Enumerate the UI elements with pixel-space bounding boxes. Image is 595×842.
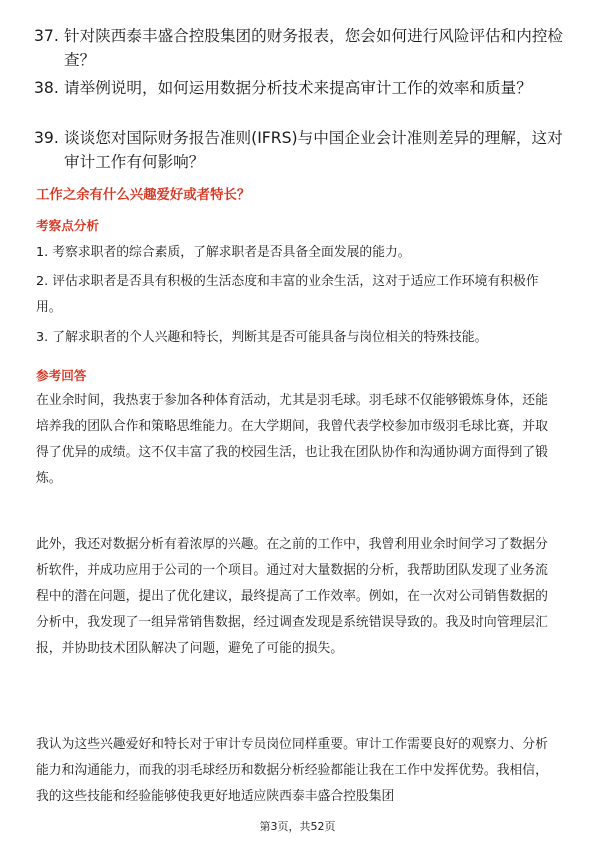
answer-paragraph: 此外，我还对数据分析有着浓厚的兴趣。在之前的工作中，我曾利用业余时间学习了数据分析软件，并成功应用于公司的一个项目。通过对大量数据的分析，我帮助团队发现了业务流程中的潜在问题，提出了优化建议，最终提高了工作效率。例如，在一次对公司销售数据的分析中，我发现了一组异常销售数据，经过调查发现是系统错误导致的。我及时向管理层汇报，并协助技术团队解决了问题，避免了可能的损失。	[36, 537, 548, 656]
answer-title: 参考回答	[36, 368, 87, 383]
section-title: 工作之余有什么兴趣爱好或者特长？	[36, 188, 251, 203]
question-number: 37.	[34, 27, 59, 45]
question-text: 谈谈您对国际财务报告准则(IFRS)与中国企业会计准则差异的理解，这对审计工作有何影响？	[64, 129, 563, 171]
question-37	[34, 24, 564, 72]
question-39	[34, 126, 564, 174]
analysis-item: 2. 评估求职者是否具有积极的生活态度和丰富的业余生活，这对于适应工作环境有积极作用。	[36, 274, 539, 315]
answer-paragraph: 在业余时间，我热衷于参加各种体育活动，尤其是羽毛球。羽毛球不仅能够锻炼身体，还能培养我的团队合作和策略思维能力。在大学期间，我曾代表学校参加市级羽毛球比赛，并取得了优异的成绩。这不仅丰富了我的校园生活，也让我在团队协作和沟通协调方面得到了锻炼。	[36, 393, 548, 486]
question-38	[34, 76, 564, 100]
question-number: 38.	[34, 79, 59, 97]
analysis-item: 1. 考察求职者的综合素质，了解求职者是否具备全面发展的能力。	[36, 245, 411, 260]
analysis-item: 3. 了解求职者的个人兴趣和特长，判断其是否可能具备与岗位相关的特殊技能。	[36, 330, 488, 345]
answer-paragraph: 我认为这些兴趣爱好和特长对于审计专员岗位同样重要。审计工作需要良好的观察力、分析能力和沟通能力，而我的羽毛球经历和数据分析经验都能让我在工作中发挥优势。我相信，我的这些技能和经验能够使我更好地适应陕西泰丰盛合控股集团	[36, 737, 548, 804]
question-number: 39.	[34, 129, 59, 147]
page-footer: 第3页，共52页	[259, 820, 336, 833]
question-text: 请举例说明，如何运用数据分析技术来提高审计工作的效率和质量？	[64, 79, 532, 97]
question-text: 针对陕西泰丰盛合控股集团的财务报表，您会如何进行风险评估和内控检查？	[64, 27, 564, 69]
analysis-title: 考察点分析	[36, 218, 99, 233]
